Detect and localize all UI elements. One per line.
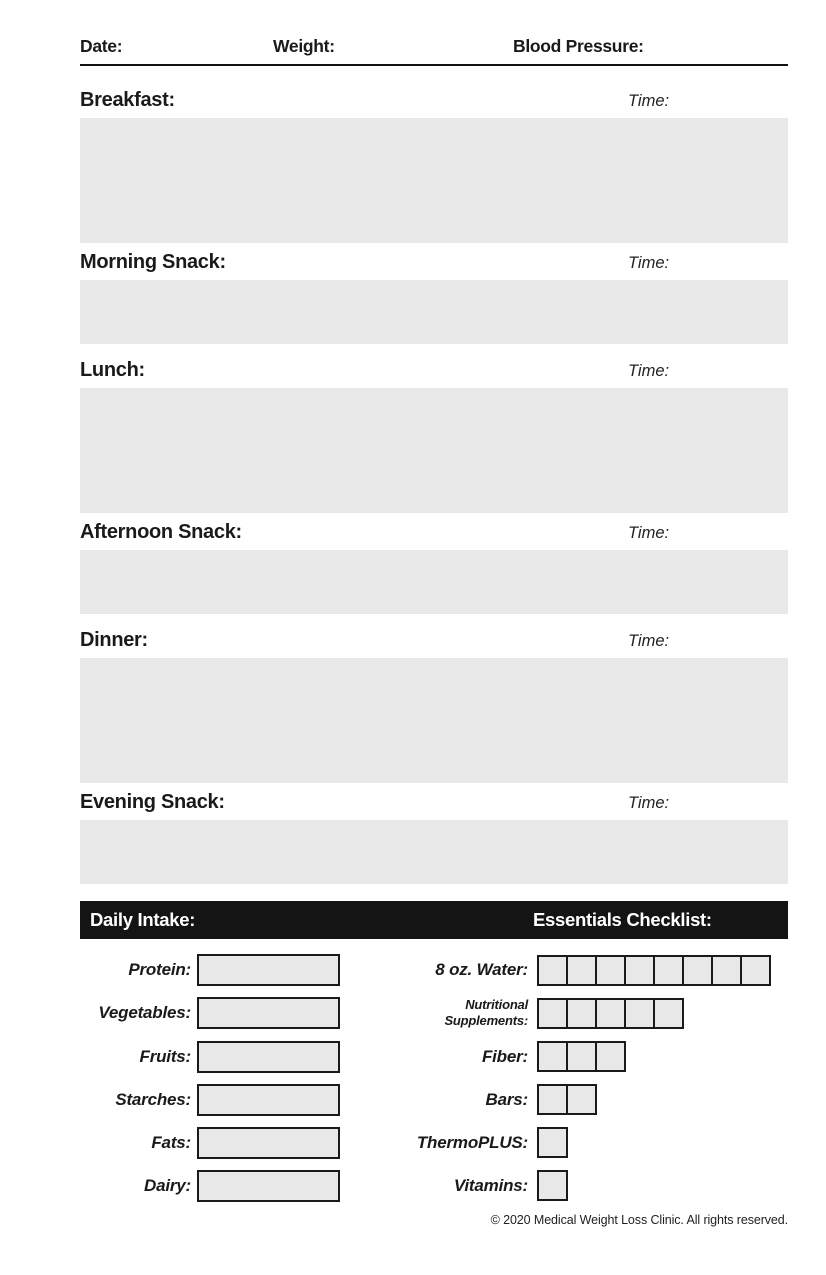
meal-sections	[80, 90, 788, 884]
meal-header	[80, 630, 788, 651]
checklist-label-thermoplus: ThermoPLUS:	[416, 1132, 528, 1152]
meal-section-evening-snack	[80, 792, 788, 884]
intake-label-dairy: Dairy:	[144, 1175, 191, 1195]
checkbox[interactable]	[566, 955, 597, 986]
time-label: Time:	[628, 254, 670, 272]
weight-label: Weight:	[273, 36, 335, 56]
essentials-checklist-header: Essentials Checklist:	[533, 909, 712, 930]
meal-header	[80, 90, 788, 111]
checkbox[interactable]	[537, 1084, 568, 1115]
grid-row-dairy-vitamins	[80, 1170, 788, 1202]
checkbox[interactable]	[653, 955, 684, 986]
intake-checklist-grid	[80, 954, 788, 1202]
checkbox[interactable]	[624, 998, 655, 1029]
morning-snack-entry-area[interactable]	[80, 280, 788, 344]
intake-label-fats: Fats:	[151, 1132, 191, 1152]
meal-title: Lunch:	[80, 359, 145, 381]
meal-title: Dinner:	[80, 629, 148, 651]
intake-field-starches[interactable]	[197, 1084, 340, 1116]
checkbox[interactable]	[711, 955, 742, 986]
checkbox[interactable]	[537, 1127, 568, 1158]
intake-field-protein[interactable]	[197, 954, 340, 986]
checkbox[interactable]	[653, 998, 684, 1029]
time-label: Time:	[628, 794, 670, 812]
checkbox[interactable]	[566, 1041, 597, 1072]
afternoon-snack-entry-area[interactable]	[80, 550, 788, 614]
grid-row-starches-bars	[80, 1084, 788, 1116]
vitamins-checkboxes	[537, 1170, 568, 1201]
checkbox[interactable]	[682, 955, 713, 986]
grid-row-vegetables-supplements	[80, 997, 788, 1030]
intake-label-vegetables: Vegetables:	[98, 1003, 191, 1023]
checkbox[interactable]	[624, 955, 655, 986]
meal-header	[80, 252, 788, 273]
grid-row-fats-thermoplus	[80, 1127, 788, 1159]
intake-field-vegetables[interactable]	[197, 997, 340, 1029]
checklist-label-fiber: Fiber:	[481, 1046, 528, 1066]
checkbox[interactable]	[537, 998, 568, 1029]
time-label: Time:	[628, 632, 670, 650]
water-checkboxes	[537, 955, 771, 986]
checklist-label-bars: Bars:	[485, 1089, 528, 1109]
checkbox[interactable]	[595, 998, 626, 1029]
checkbox[interactable]	[566, 998, 597, 1029]
time-label: Time:	[628, 524, 670, 542]
bars-checkboxes	[537, 1084, 597, 1115]
meal-title: Afternoon Snack:	[80, 521, 242, 543]
checkbox[interactable]	[595, 955, 626, 986]
supplements-checkboxes	[537, 998, 684, 1029]
checklist-label-supplements-text: Nutritional Supplements:	[444, 997, 528, 1028]
checklist-label-vitamins: Vitamins:	[453, 1175, 528, 1195]
meal-section-dinner	[80, 630, 788, 783]
section-bar	[80, 901, 788, 939]
time-label: Time:	[628, 92, 670, 110]
intake-field-dairy[interactable]	[197, 1170, 340, 1202]
daily-intake-header: Daily Intake:	[90, 909, 196, 930]
checkbox[interactable]	[595, 1041, 626, 1072]
evening-snack-entry-area[interactable]	[80, 820, 788, 884]
meal-header	[80, 522, 788, 543]
meal-section-breakfast	[80, 90, 788, 243]
grid-row-protein-water	[80, 954, 788, 986]
meal-title: Breakfast:	[80, 89, 175, 111]
checklist-label-water: 8 oz. Water:	[435, 960, 528, 979]
meal-title: Morning Snack:	[80, 251, 226, 273]
checkbox[interactable]	[740, 955, 771, 986]
meal-header	[80, 360, 788, 381]
intake-label-starches: Starches:	[115, 1089, 191, 1109]
copyright-text: © 2020 Medical Weight Loss Clinic. All rights reserved.	[490, 1212, 788, 1227]
grid-row-fruits-fiber	[80, 1041, 788, 1073]
meal-header	[80, 792, 788, 813]
intake-label-protein: Protein:	[128, 960, 191, 979]
dinner-entry-area[interactable]	[80, 658, 788, 783]
blood-pressure-label: Blood Pressure:	[513, 36, 644, 56]
fiber-checkboxes	[537, 1041, 626, 1072]
intake-field-fats[interactable]	[197, 1127, 340, 1159]
intake-label-fruits: Fruits:	[139, 1046, 191, 1066]
lunch-entry-area[interactable]	[80, 388, 788, 513]
date-label: Date:	[80, 36, 123, 56]
meal-title: Evening Snack:	[80, 791, 225, 813]
time-label: Time:	[628, 362, 670, 380]
meal-section-afternoon-snack	[80, 522, 788, 614]
breakfast-entry-area[interactable]	[80, 118, 788, 243]
checkbox[interactable]	[566, 1084, 597, 1115]
checkbox[interactable]	[537, 1041, 568, 1072]
meal-section-morning-snack	[80, 252, 788, 344]
vitals-header	[80, 36, 788, 66]
thermoplus-checkboxes	[537, 1127, 568, 1158]
intake-field-fruits[interactable]	[197, 1041, 340, 1073]
checklist-label-supplements	[340, 997, 537, 1030]
checkbox[interactable]	[537, 955, 568, 986]
checkbox[interactable]	[537, 1170, 568, 1201]
meal-section-lunch	[80, 360, 788, 513]
